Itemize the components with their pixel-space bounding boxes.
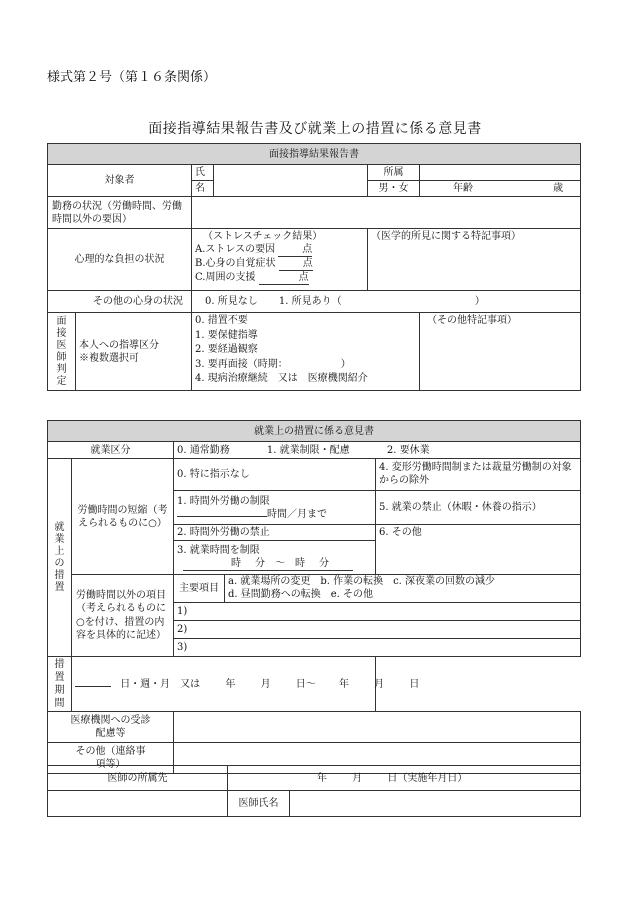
work-category-options[interactable]	[174, 442, 581, 459]
guidance-opt-1[interactable]: 1. 要保健指導	[195, 329, 258, 341]
subject-label: 対象者	[48, 165, 192, 197]
guidance-note: ※複数選択可	[79, 352, 139, 364]
main-items-label: 主要項目	[174, 575, 225, 603]
form-number: 様式第２号（第１６条関係）	[47, 70, 217, 85]
work-measures-table	[47, 420, 581, 774]
name-label-1: 氏	[192, 165, 214, 181]
measure-row-2[interactable]: 2)	[174, 621, 581, 639]
guidance-opt-0[interactable]: 0. 措置不要	[195, 315, 248, 326]
medical-findings-label: （医学的所見に関する特記事項）	[371, 231, 521, 242]
measure-row-3[interactable]: 3)	[174, 639, 581, 657]
period-label: 措置期間	[48, 657, 72, 712]
hours-opt-5[interactable]: 5. 就業の禁止（休暇・休養の指示）	[376, 491, 581, 525]
doctor-name-label: 医師氏名	[228, 791, 290, 817]
mental-burden-label: 心理的な負担の状況	[48, 229, 192, 291]
doctor-info-table	[47, 765, 581, 817]
measures-label: 就業上の措置	[48, 459, 72, 657]
main-items-line2[interactable]: d. 昼間勤務への転換 e. その他	[228, 588, 374, 600]
other-health-close: ）	[474, 296, 485, 307]
interview-report-table	[47, 143, 581, 391]
stress-b-points[interactable]: 点	[279, 257, 313, 271]
guidance-category	[76, 313, 192, 391]
measure-row-1[interactable]: 1)	[174, 603, 581, 621]
hours-opt-4[interactable]: 4. 変形労働時間制または裁量労働制の対象からの除外	[376, 459, 581, 491]
implementation-date[interactable]: 年 月 日（実施年月日）	[228, 766, 581, 791]
stress-item-c: C.周囲の支援 点	[195, 272, 309, 283]
stress-item-b: B.心身の自覚症状 点	[195, 258, 313, 269]
hours-opt-2[interactable]: 2. 時間外労働の禁止	[174, 525, 376, 541]
referral-label: 医療機関への受診配慮等	[48, 712, 174, 743]
gender-field[interactable]: 男・女	[368, 181, 420, 197]
work-category-restricted[interactable]: 1. 就業制限・配慮	[266, 444, 350, 456]
misc-label: その他（連絡事項等）	[48, 743, 174, 774]
opinion-header: 就業上の措置に係る意見書	[48, 421, 581, 442]
hours-opt-1[interactable]: 1. 時間外労働の制限 時間／月まで	[174, 491, 376, 525]
guidance-options[interactable]	[192, 313, 420, 391]
guidance-label: 本人への指導区分	[79, 339, 159, 351]
work-hours-range: 時 分 〜 時 分	[183, 557, 353, 571]
main-items-options[interactable]	[225, 575, 581, 603]
other-health-options[interactable]	[192, 291, 581, 313]
hours-reduction-label: 労働時間の短縮（考えられるものに○）	[72, 459, 174, 575]
work-category-label: 就業区分	[48, 442, 174, 459]
other-notes-label: （その他特記事項）	[427, 315, 517, 326]
referral-field[interactable]	[174, 712, 581, 743]
stress-c-points[interactable]: 点	[259, 271, 309, 285]
main-items-line1[interactable]: a. 就業場所の変更 b. 作業の転換 c. 深夜業の回数の減少	[228, 576, 496, 587]
judgment-label: 面接医師判定	[48, 313, 76, 391]
stress-check-title: （ストレスチェック結果）	[203, 231, 323, 242]
work-status-label: 勤務の状況（労働時間、労働時間以外の要因）	[48, 197, 192, 229]
document-title: 面接指導結果報告書及び就業上の措置に係る意見書	[148, 121, 482, 137]
guidance-opt-4[interactable]: 4. 現病治療継続 又は 医療機関紹介	[195, 373, 368, 384]
guidance-opt-2[interactable]: 2. 要経過観察	[195, 344, 258, 355]
stress-check-results	[192, 229, 368, 291]
affiliation-label: 医師の所属先	[48, 766, 228, 791]
other-health-label: その他の心身の状況	[48, 291, 192, 313]
other-items-label: 労働時間以外の項目（考えられるものに○を付け、措置の内容を具体的に記述）	[72, 575, 174, 657]
hours-opt-6[interactable]: 6. その他	[376, 525, 581, 575]
affiliation-field[interactable]	[48, 791, 228, 817]
other-health-present[interactable]: 1. 所見あり（	[278, 296, 342, 307]
name-label-2: 名	[192, 181, 214, 197]
other-health-none[interactable]: 0. 所見なし	[205, 296, 258, 307]
age-field[interactable]	[420, 181, 581, 197]
hours-opt-3[interactable]: 3. 就業時間を制限 時 分 〜 時 分	[174, 541, 376, 575]
department-field[interactable]	[420, 165, 581, 181]
other-notes[interactable]	[420, 313, 581, 391]
hours-opt-0[interactable]: 0. 特に指示なし	[174, 459, 376, 491]
report-header: 面接指導結果報告書	[48, 144, 581, 165]
work-status-field[interactable]	[192, 197, 581, 229]
stress-item-a: A.ストレスの要因 点	[195, 244, 313, 255]
stress-a-points[interactable]: 点	[278, 243, 312, 257]
guidance-opt-3: 3. 要再面接（時期： ）	[195, 358, 351, 370]
period-field[interactable]: 日・週・月 又は 年 月 日〜 年 月 日	[72, 657, 376, 712]
work-category-normal[interactable]: 0. 通常勤務	[177, 444, 230, 456]
work-category-leave[interactable]: 2. 要休業	[386, 444, 430, 456]
department-label: 所属	[368, 165, 420, 181]
medical-findings-notes[interactable]	[368, 229, 581, 291]
hours-opt-1-unit: 時間／月まで	[267, 508, 327, 520]
doctor-name-field[interactable]	[290, 791, 581, 817]
age-label: 年齢	[453, 183, 473, 194]
name-field[interactable]	[214, 165, 368, 197]
age-unit: 歳	[553, 183, 564, 194]
